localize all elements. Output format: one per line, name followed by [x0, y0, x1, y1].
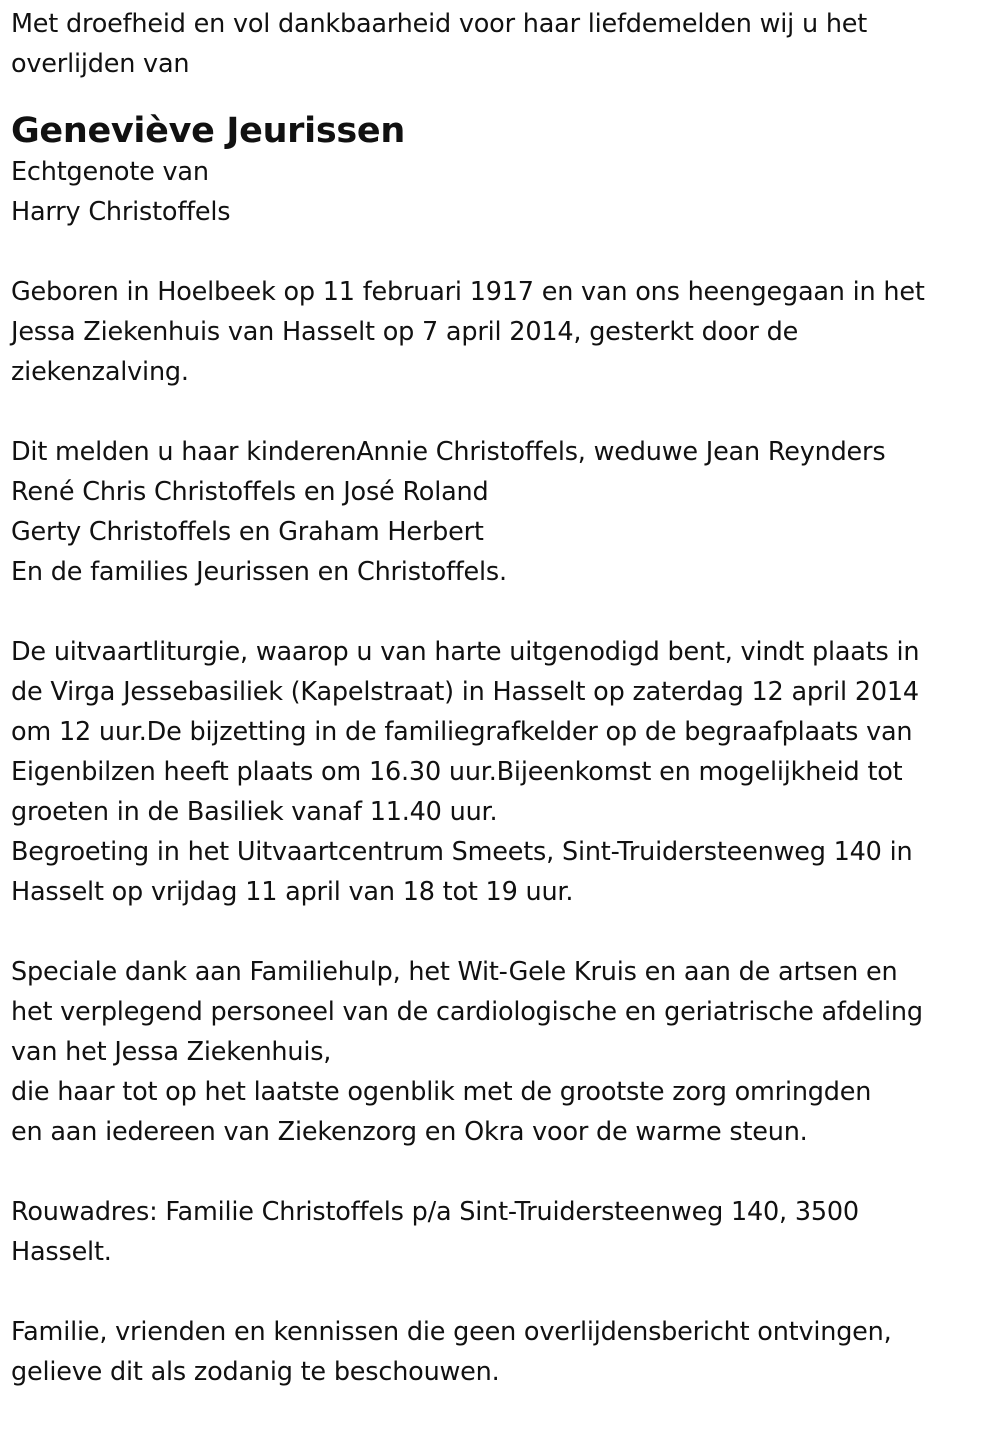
- funeral-line: Begroeting in het Uitvaartcentrum Smeets, Sint-Truidersteenweg 140 in: [11, 837, 913, 867]
- paragraph-spacer: [11, 592, 991, 632]
- thanks-line: Speciale dank aan Familiehulp, het Wit-Gele Kruis en aan de artsen en: [11, 957, 898, 987]
- thanks-line: en aan iedereen van Ziekenzorg en Okra voor de warme steun.: [11, 1117, 808, 1147]
- funeral-line: groeten in de Basiliek vanaf 11.40 uur.: [11, 797, 498, 827]
- address-line: Hasselt.: [11, 1237, 112, 1267]
- intro-line: overlijden van: [11, 49, 190, 79]
- intro-paragraph: [11, 4, 991, 84]
- address-line: Rouwadres: Familie Christoffels p/a Sint-Truidersteenweg 140, 3500: [11, 1197, 859, 1227]
- paragraph-spacer: [11, 232, 991, 272]
- closing-paragraph: [11, 1312, 991, 1392]
- closing-line: gelieve dit als zodanig te beschouwen.: [11, 1357, 500, 1387]
- thanks-line: van het Jessa Ziekenhuis,: [11, 1037, 332, 1067]
- spouse-block: [11, 152, 991, 232]
- birth-death-line: Geboren in Hoelbeek op 11 februari 1917 en van ons heengegaan in het: [11, 277, 925, 307]
- funeral-line: Hasselt op vrijdag 11 april van 18 tot 19 uur.: [11, 877, 574, 907]
- birth-death-line: Jessa Ziekenhuis van Hasselt op 7 april 2014, gesterkt door de: [11, 317, 799, 347]
- family-line: En de families Jeurissen en Christoffels.: [11, 557, 507, 587]
- closing-line: Familie, vrienden en kennissen die geen overlijdensbericht ontvingen,: [11, 1317, 892, 1347]
- deceased-name-heading: Geneviève Jeurissen: [11, 111, 405, 151]
- birth-death-line: ziekenzalving.: [11, 357, 189, 387]
- funeral-paragraph: [11, 632, 991, 912]
- spouse-name: Harry Christoffels: [11, 197, 231, 227]
- family-paragraph: [11, 432, 991, 592]
- thanks-line: die haar tot op het laatste ogenblik met de grootste zorg omringden: [11, 1077, 872, 1107]
- death-notice: [11, 4, 991, 1392]
- family-line: Dit melden u haar kinderenAnnie Christoffels, weduwe Jean Reynders: [11, 437, 886, 467]
- address-paragraph: [11, 1192, 991, 1272]
- paragraph-spacer: [11, 912, 991, 952]
- funeral-line: Eigenbilzen heeft plaats om 16.30 uur.Bijeenkomst en mogelijkheid tot: [11, 757, 903, 787]
- family-line: Gerty Christoffels en Graham Herbert: [11, 517, 484, 547]
- paragraph-spacer: [11, 1152, 991, 1192]
- thanks-line: het verplegend personeel van de cardiologische en geriatrische afdeling: [11, 997, 923, 1027]
- family-line: René Chris Christoffels en José Roland: [11, 477, 489, 507]
- thanks-paragraph: [11, 952, 991, 1152]
- funeral-line: De uitvaartliturgie, waarop u van harte uitgenodigd bent, vindt plaats in: [11, 637, 920, 667]
- birth-death-paragraph: [11, 272, 991, 392]
- paragraph-spacer: [11, 1272, 991, 1312]
- paragraph-spacer: [11, 392, 991, 432]
- funeral-line: de Virga Jessebasiliek (Kapelstraat) in Hasselt op zaterdag 12 april 2014: [11, 677, 919, 707]
- intro-line: Met droefheid en vol dankbaarheid voor haar liefdemelden wij u het: [11, 9, 868, 39]
- spouse-label: Echtgenote van: [11, 157, 209, 187]
- funeral-line: om 12 uur.De bijzetting in de familiegrafkelder op de begraafplaats van: [11, 717, 913, 747]
